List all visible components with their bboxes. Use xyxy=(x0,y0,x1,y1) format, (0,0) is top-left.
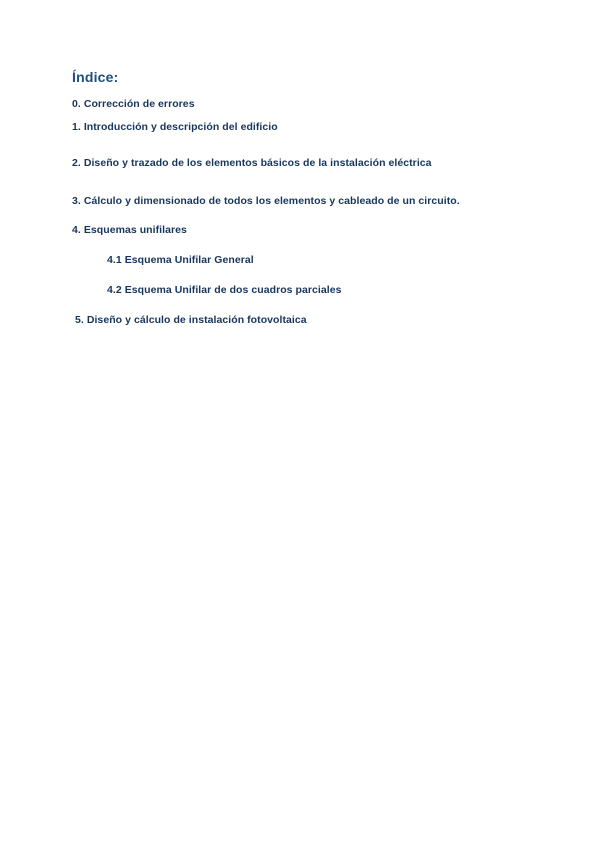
index-entry-1: 1. Introducción y descripción del edificio xyxy=(72,121,278,133)
index-entry-4-1: 4.1 Esquema Unifilar General xyxy=(107,254,254,266)
index-entry-0: 0. Corrección de errores xyxy=(72,98,195,110)
index-entry-4: 4. Esquemas unifilares xyxy=(72,224,187,236)
index-entry-3: 3. Cálculo y dimensionado de todos los elementos y cableado de un circuito. xyxy=(72,195,460,207)
index-title: Índice: xyxy=(72,69,119,85)
index-entry-2: 2. Diseño y trazado de los elementos básicos de la instalación eléctrica xyxy=(72,157,432,169)
index-entry-4-2: 4.2 Esquema Unifilar de dos cuadros parciales xyxy=(107,284,342,296)
index-entry-5: 5. Diseño y cálculo de instalación fotovoltaica xyxy=(75,314,307,326)
